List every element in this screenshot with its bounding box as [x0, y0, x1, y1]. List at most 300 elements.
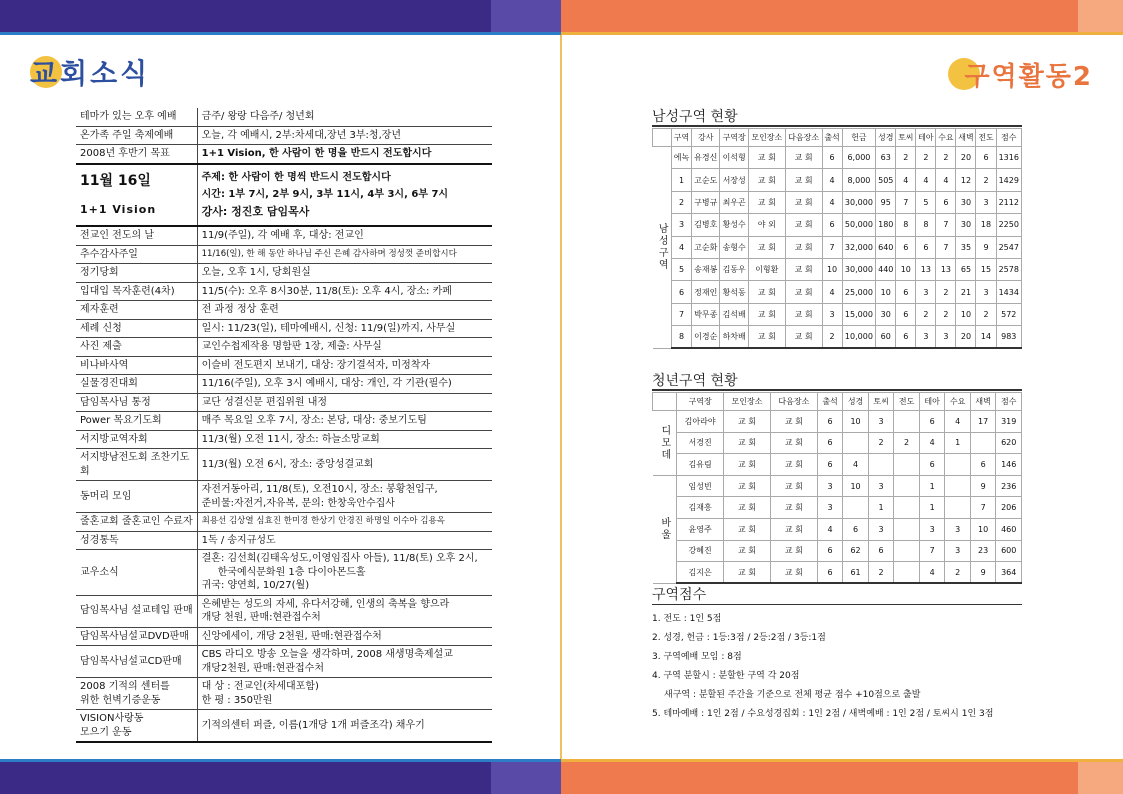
men-section-title: 남성구역 현황	[652, 109, 738, 125]
table-cell: 3	[976, 281, 996, 303]
table-row	[653, 169, 1022, 191]
footer-band-left-stripe	[491, 762, 561, 794]
table-cell: 김아라야	[677, 411, 724, 433]
table-cell: 6	[843, 518, 869, 540]
row-label	[76, 678, 197, 710]
table-row	[653, 303, 1022, 325]
row-label: 담임목사님설교CD판매	[76, 646, 197, 678]
table-cell: 23	[970, 540, 996, 562]
row-value	[197, 646, 492, 678]
column-header: 새벽	[956, 129, 976, 147]
score-rule: 3. 구역예배 모임 : 8점	[652, 652, 742, 662]
table-cell: 박무종	[692, 303, 720, 325]
table-cell: 7	[936, 236, 956, 258]
table-cell: 교 회	[785, 147, 822, 169]
table-cell: 3	[976, 191, 996, 213]
table-cell: 교 회	[724, 497, 771, 519]
table-cell: 4	[916, 169, 936, 191]
table-cell: 교 회	[770, 497, 817, 519]
table-cell: 3	[916, 281, 936, 303]
table-cell: 3	[919, 518, 945, 540]
table-cell: 1	[868, 497, 894, 519]
table-cell: 15	[976, 258, 996, 280]
table-row	[653, 562, 1022, 584]
table-cell: 63	[876, 147, 896, 169]
column-header: 점수	[996, 129, 1021, 147]
table-cell: 2547	[996, 236, 1021, 258]
youth-section-rule	[652, 389, 1022, 391]
row-value-line: 한국예식문화원 1층 다이아몬드홀	[217, 566, 366, 578]
row-label: 온가족 주일 축제예배	[76, 126, 197, 145]
table-cell: 6	[817, 562, 843, 584]
table-cell: 교 회	[770, 454, 817, 476]
table-cell: 교 회	[785, 303, 822, 325]
table-cell	[945, 497, 971, 519]
row-value: 금주/ 왕랑 다음주/ 청년회	[197, 108, 492, 126]
table-cell: 4	[822, 191, 842, 213]
header-rule-right	[561, 32, 1123, 35]
table-cell: 8,000	[842, 169, 876, 191]
table-cell: 교 회	[785, 326, 822, 348]
row-label: 서지방교역자회	[76, 430, 197, 449]
footer-band-right-stripe	[1078, 762, 1123, 794]
row-value: 최용선 김상열 심효진 한미경 한상기 안경진 하명일 이수아 김용옥	[197, 513, 492, 532]
table-cell: 최우곤	[720, 191, 748, 213]
table-cell: 9	[970, 475, 996, 497]
table-cell: 이석형	[720, 147, 748, 169]
row-value: 이슬비 전도편지 보내기, 대상: 장기결석자, 미정착자	[197, 356, 492, 375]
row-value: 1독 / 송지규성도	[197, 531, 492, 550]
table-cell	[945, 475, 971, 497]
group-header-cell	[653, 393, 677, 411]
table-cell: 3	[822, 303, 842, 325]
table-row	[653, 214, 1022, 236]
table-cell: 6	[936, 191, 956, 213]
table-cell: 30	[956, 191, 976, 213]
table-row	[76, 264, 492, 283]
header-band-right	[561, 0, 1123, 32]
header-band-left	[0, 0, 561, 32]
table-cell: 김병호	[692, 214, 720, 236]
row-value: 교단 성결신문 편집위원 내정	[197, 393, 492, 412]
column-header: 테아	[919, 393, 945, 411]
column-header: 구역장	[720, 129, 748, 147]
table-cell: 4	[817, 518, 843, 540]
table-cell: 1	[919, 475, 945, 497]
table-cell: 김유림	[677, 454, 724, 476]
column-header: 수요	[945, 393, 971, 411]
table-cell	[894, 497, 920, 519]
row-label: 테마가 있는 오후 예배	[76, 108, 197, 126]
table-cell: 8	[916, 214, 936, 236]
row-value: 11/3(월) 오전 6시, 장소: 중앙성결교회	[197, 449, 492, 481]
table-row	[76, 393, 492, 412]
table-cell: 2112	[996, 191, 1021, 213]
table-cell: 3	[945, 518, 971, 540]
table-row	[76, 550, 492, 596]
table-row	[76, 226, 492, 245]
table-cell: 교 회	[770, 540, 817, 562]
table-cell: 교 회	[770, 562, 817, 584]
table-cell: 2	[868, 432, 894, 454]
column-header: 다음장소	[785, 129, 822, 147]
row-label: 정기당회	[76, 264, 197, 283]
table-row	[76, 356, 492, 375]
row-value: 오늘, 오후 1시, 당회원실	[197, 264, 492, 283]
table-cell: 2	[672, 191, 692, 213]
row-label: 입대입 목자훈련(4차)	[76, 282, 197, 301]
row-value: 신앙에세이, 개당 2천원, 판매:현관접수처	[197, 627, 492, 646]
table-cell: 4	[945, 411, 971, 433]
table-cell: 야 외	[748, 214, 785, 236]
table-cell: 3	[817, 475, 843, 497]
row-value: 11/9(주일), 각 예배 후, 대상: 전교인	[197, 226, 492, 245]
table-cell: 13	[936, 258, 956, 280]
row-value	[197, 678, 492, 710]
church-news-table	[76, 108, 492, 743]
table-cell: 7	[970, 497, 996, 519]
table-cell: 236	[996, 475, 1022, 497]
table-cell: 3	[945, 540, 971, 562]
row-value: 11/5(수): 오후 8시30분, 11/8(토): 오후 4시, 장소: 카페	[197, 282, 492, 301]
table-cell: 2	[936, 303, 956, 325]
row-label	[76, 710, 197, 743]
table-cell: 교 회	[724, 432, 771, 454]
table-cell: 4	[919, 562, 945, 584]
table-cell: 6	[970, 454, 996, 476]
column-header: 토씨	[868, 393, 894, 411]
row-value: 11/16(일), 한 해 동안 하나님 주신 은혜 감사하며 정성껏 준비합시다	[197, 245, 492, 264]
table-cell: 440	[876, 258, 896, 280]
table-cell	[894, 518, 920, 540]
table-cell: 50,000	[842, 214, 876, 236]
row-label: 줄혼교회 줄혼교인 수료자	[76, 513, 197, 532]
table-cell	[894, 475, 920, 497]
table-cell: 30	[956, 214, 976, 236]
table-cell: 고순도	[692, 169, 720, 191]
column-header: 출석	[822, 129, 842, 147]
table-cell: 4	[672, 236, 692, 258]
table-cell: 206	[996, 497, 1022, 519]
row-value: 매주 목요일 오후 7시, 장소: 본당, 대상: 중보기도팀	[197, 412, 492, 431]
column-header: 구역장	[677, 393, 724, 411]
row-label: 제자훈련	[76, 301, 197, 320]
table-row	[76, 449, 492, 481]
youth-section-title: 청년구역 현황	[652, 373, 738, 389]
table-cell: 교 회	[748, 191, 785, 213]
table-cell: 6	[896, 303, 916, 325]
table-row	[76, 145, 492, 164]
table-cell: 2	[868, 562, 894, 584]
table-cell: 3	[868, 411, 894, 433]
table-cell: 983	[996, 326, 1021, 348]
row-label: 담임목사님설교DVD판매	[76, 627, 197, 646]
table-cell: 2	[945, 562, 971, 584]
table-cell: 7	[896, 191, 916, 213]
table-cell: 3	[672, 214, 692, 236]
row-label: 실물경진대회	[76, 375, 197, 394]
table-row	[653, 540, 1022, 562]
table-cell: 김석배	[720, 303, 748, 325]
table-cell: 교 회	[724, 540, 771, 562]
table-cell: 교 회	[770, 411, 817, 433]
table-row	[76, 301, 492, 320]
table-row	[653, 518, 1022, 540]
table-cell: 6	[822, 147, 842, 169]
table-cell: 6	[976, 147, 996, 169]
row-value-line: 대 상 : 전교인(차세대포함)	[201, 681, 319, 693]
table-row	[653, 475, 1022, 497]
score-rule: 1. 전도 : 1인 5점	[652, 614, 722, 624]
table-cell: 교 회	[748, 326, 785, 348]
row-value: 11/16(주일), 오후 3시 예배시, 대상: 개인, 각 기관(필수)	[197, 375, 492, 394]
table-cell: 2	[916, 303, 936, 325]
table-row	[76, 513, 492, 532]
table-row	[76, 412, 492, 431]
table-cell: 10	[956, 303, 976, 325]
row-value: 11/3(월) 오전 11시, 장소: 하늘소망교회	[197, 430, 492, 449]
table-cell: 2	[916, 147, 936, 169]
column-header: 모인장소	[724, 393, 771, 411]
table-cell: 1429	[996, 169, 1021, 191]
table-cell: 교 회	[785, 169, 822, 191]
table-cell: 21	[956, 281, 976, 303]
table-cell: 62	[843, 540, 869, 562]
table-row	[76, 595, 492, 627]
table-cell: 1316	[996, 147, 1021, 169]
table-cell: 4	[822, 169, 842, 191]
row-value-line: 개당2천원, 판매:현관접수처	[201, 662, 324, 674]
table-cell: 교 회	[785, 258, 822, 280]
youth-district-table	[652, 392, 1022, 584]
table-cell: 서경진	[677, 432, 724, 454]
table-cell: 이형환	[748, 258, 785, 280]
table-cell: 95	[876, 191, 896, 213]
table-cell: 6	[672, 281, 692, 303]
table-cell: 교 회	[748, 147, 785, 169]
table-cell: 640	[876, 236, 896, 258]
column-header: 전도	[976, 129, 996, 147]
table-cell: 서장성	[720, 169, 748, 191]
table-cell: 김동우	[720, 258, 748, 280]
table-cell: 교 회	[724, 454, 771, 476]
row-label-line: 위한 헌벽기증운동	[80, 694, 161, 706]
table-cell: 4	[896, 169, 916, 191]
row-value-line: 은혜받는 성도의 자세, 유다서강해, 인생의 축복을 향으라	[201, 598, 450, 610]
table-cell: 7	[936, 214, 956, 236]
row-label: 성경통독	[76, 531, 197, 550]
table-cell: 10	[843, 475, 869, 497]
column-header: 출석	[817, 393, 843, 411]
table-cell: 유경신	[692, 147, 720, 169]
table-cell: 30	[876, 303, 896, 325]
table-cell: 3	[868, 518, 894, 540]
table-row	[76, 126, 492, 145]
table-cell: 364	[996, 562, 1022, 584]
row-label: 전교인 전도의 날	[76, 226, 197, 245]
table-cell: 10	[843, 411, 869, 433]
table-row	[653, 432, 1022, 454]
column-header: 성경	[843, 393, 869, 411]
table-cell: 10,000	[842, 326, 876, 348]
table-cell: 600	[996, 540, 1022, 562]
table-cell: 6	[896, 281, 916, 303]
table-cell: 2	[936, 147, 956, 169]
table-cell: 2	[976, 169, 996, 191]
row-value-line: CBS 라디오 방송 오늘을 생각하며, 2008 새생명축제설교	[201, 649, 453, 661]
row-value-line: 귀국: 양연희, 10/27(월)	[201, 580, 310, 592]
group-header-cell	[653, 129, 672, 147]
table-row	[653, 191, 1022, 213]
table-cell: 7	[822, 236, 842, 258]
table-cell: 교 회	[748, 303, 785, 325]
row-value-line: 개당 천원, 판매:현관접수처	[201, 612, 321, 624]
table-row	[76, 319, 492, 338]
column-header: 전도	[894, 393, 920, 411]
table-cell: 3	[916, 326, 936, 348]
table-cell: 6	[896, 236, 916, 258]
table-cell: 2	[976, 303, 996, 325]
table-cell: 5	[916, 191, 936, 213]
table-cell: 6	[817, 411, 843, 433]
table-row	[76, 646, 492, 678]
table-cell: 2	[822, 326, 842, 348]
sermon-date-cell	[76, 164, 197, 227]
table-cell: 6	[896, 326, 916, 348]
table-cell: 구병규	[692, 191, 720, 213]
table-cell: 교 회	[785, 191, 822, 213]
table-cell: 임성빈	[677, 475, 724, 497]
row-value: 일시: 11/23(일), 테마예배시, 신청: 11/9(일)까지, 사무실	[197, 319, 492, 338]
table-cell: 교 회	[770, 475, 817, 497]
row-value: 오늘, 각 예배시, 2부:차세대,장년 3부:청,장년	[197, 126, 492, 145]
table-cell: 6	[916, 236, 936, 258]
table-cell: 6	[817, 454, 843, 476]
group-label: 남성구역	[653, 147, 672, 349]
table-row	[653, 147, 1022, 169]
table-cell: 교 회	[724, 475, 771, 497]
table-row	[653, 236, 1022, 258]
table-cell: 10	[876, 281, 896, 303]
score-rule: 2. 성경, 헌금 : 1등:3점 / 2등:2점 / 3등:1점	[652, 633, 826, 643]
table-header-row	[653, 393, 1022, 411]
table-cell: 2	[894, 432, 920, 454]
table-cell: 20	[956, 326, 976, 348]
table-cell	[945, 454, 971, 476]
table-cell: 319	[996, 411, 1022, 433]
row-label-line: 모으기 운동	[80, 726, 132, 738]
table-cell	[843, 432, 869, 454]
table-cell: 교 회	[785, 214, 822, 236]
table-cell: 146	[996, 454, 1022, 476]
sermon-theme: 주제: 한 사람이 한 명씩 반드시 전도합시다	[201, 171, 391, 183]
table-cell: 13	[916, 258, 936, 280]
sermon-date: 11월 16일	[80, 172, 151, 189]
table-cell: 교 회	[770, 518, 817, 540]
table-cell: 6	[919, 411, 945, 433]
table-cell: 에녹	[672, 147, 692, 169]
row-label: 비나바사역	[76, 356, 197, 375]
column-header: 강사	[692, 129, 720, 147]
table-cell: 송형수	[720, 236, 748, 258]
table-cell: 5	[672, 258, 692, 280]
table-cell	[868, 454, 894, 476]
row-label: 동머리 모임	[76, 481, 197, 513]
scores-list	[652, 610, 993, 724]
table-cell: 1434	[996, 281, 1021, 303]
table-cell: 65	[956, 258, 976, 280]
sermon-speaker: 강사: 정진호 담임목사	[201, 204, 310, 218]
table-cell: 6	[822, 214, 842, 236]
header-rule-left	[0, 32, 561, 35]
table-row	[76, 108, 492, 126]
table-cell: 교 회	[748, 236, 785, 258]
column-header: 구역	[672, 129, 692, 147]
table-cell: 3	[936, 326, 956, 348]
table-cell: 4	[843, 454, 869, 476]
row-label-line: VISION사랑동	[80, 713, 144, 725]
footer-band-right	[561, 762, 1123, 794]
page-title-left: 교회소식	[30, 57, 151, 90]
header-band-left-stripe	[491, 0, 561, 32]
row-label: 사진 제출	[76, 338, 197, 357]
column-header: 수요	[936, 129, 956, 147]
table-cell	[894, 562, 920, 584]
table-cell: 2250	[996, 214, 1021, 236]
sermon-block	[76, 164, 492, 227]
row-label: 추수감사주일	[76, 245, 197, 264]
row-value-line: 결혼: 김선희(김태옥성도,이영임집사 아들), 11/8(토) 오후 2시,	[201, 553, 478, 565]
table-cell: 7	[672, 303, 692, 325]
table-cell: 황성수	[720, 214, 748, 236]
men-section-rule	[652, 125, 1022, 127]
table-cell: 교 회	[748, 281, 785, 303]
sermon-vision: 1+1 Vision	[80, 202, 157, 216]
table-row	[76, 245, 492, 264]
table-cell: 3	[868, 475, 894, 497]
table-row	[76, 627, 492, 646]
table-cell: 4	[919, 432, 945, 454]
sermon-times: 시간: 1부 7시, 2부 9시, 3부 11시, 4부 3시, 6부 7시	[201, 188, 449, 200]
table-cell: 하차배	[720, 326, 748, 348]
table-cell: 교 회	[724, 518, 771, 540]
table-cell: 8	[672, 326, 692, 348]
table-row	[76, 375, 492, 394]
table-cell: 18	[976, 214, 996, 236]
table-cell	[970, 432, 996, 454]
table-cell: 7	[919, 540, 945, 562]
table-row	[653, 411, 1022, 433]
table-row	[653, 454, 1022, 476]
table-cell: 이경순	[692, 326, 720, 348]
column-header: 테아	[916, 129, 936, 147]
column-header: 새벽	[970, 393, 996, 411]
column-header: 헌금	[842, 129, 876, 147]
table-cell: 620	[996, 432, 1022, 454]
row-label: Power 목요기도회	[76, 412, 197, 431]
table-cell: 6	[919, 454, 945, 476]
table-cell: 10	[970, 518, 996, 540]
table-cell: 김재흥	[677, 497, 724, 519]
row-value-line: 자전거동아리, 11/8(토), 오전10시, 장소: 봉황천입구,	[201, 484, 438, 496]
row-label: 담임목사님 통정	[76, 393, 197, 412]
row-label: 세례 신청	[76, 319, 197, 338]
score-rule: 새구역 : 분할된 주간을 기준으로 전체 평균 점수 +10점으로 출발	[664, 690, 921, 700]
table-cell: 윤영주	[677, 518, 724, 540]
scores-section-rule	[652, 604, 1022, 605]
table-cell	[894, 540, 920, 562]
row-value	[197, 481, 492, 513]
